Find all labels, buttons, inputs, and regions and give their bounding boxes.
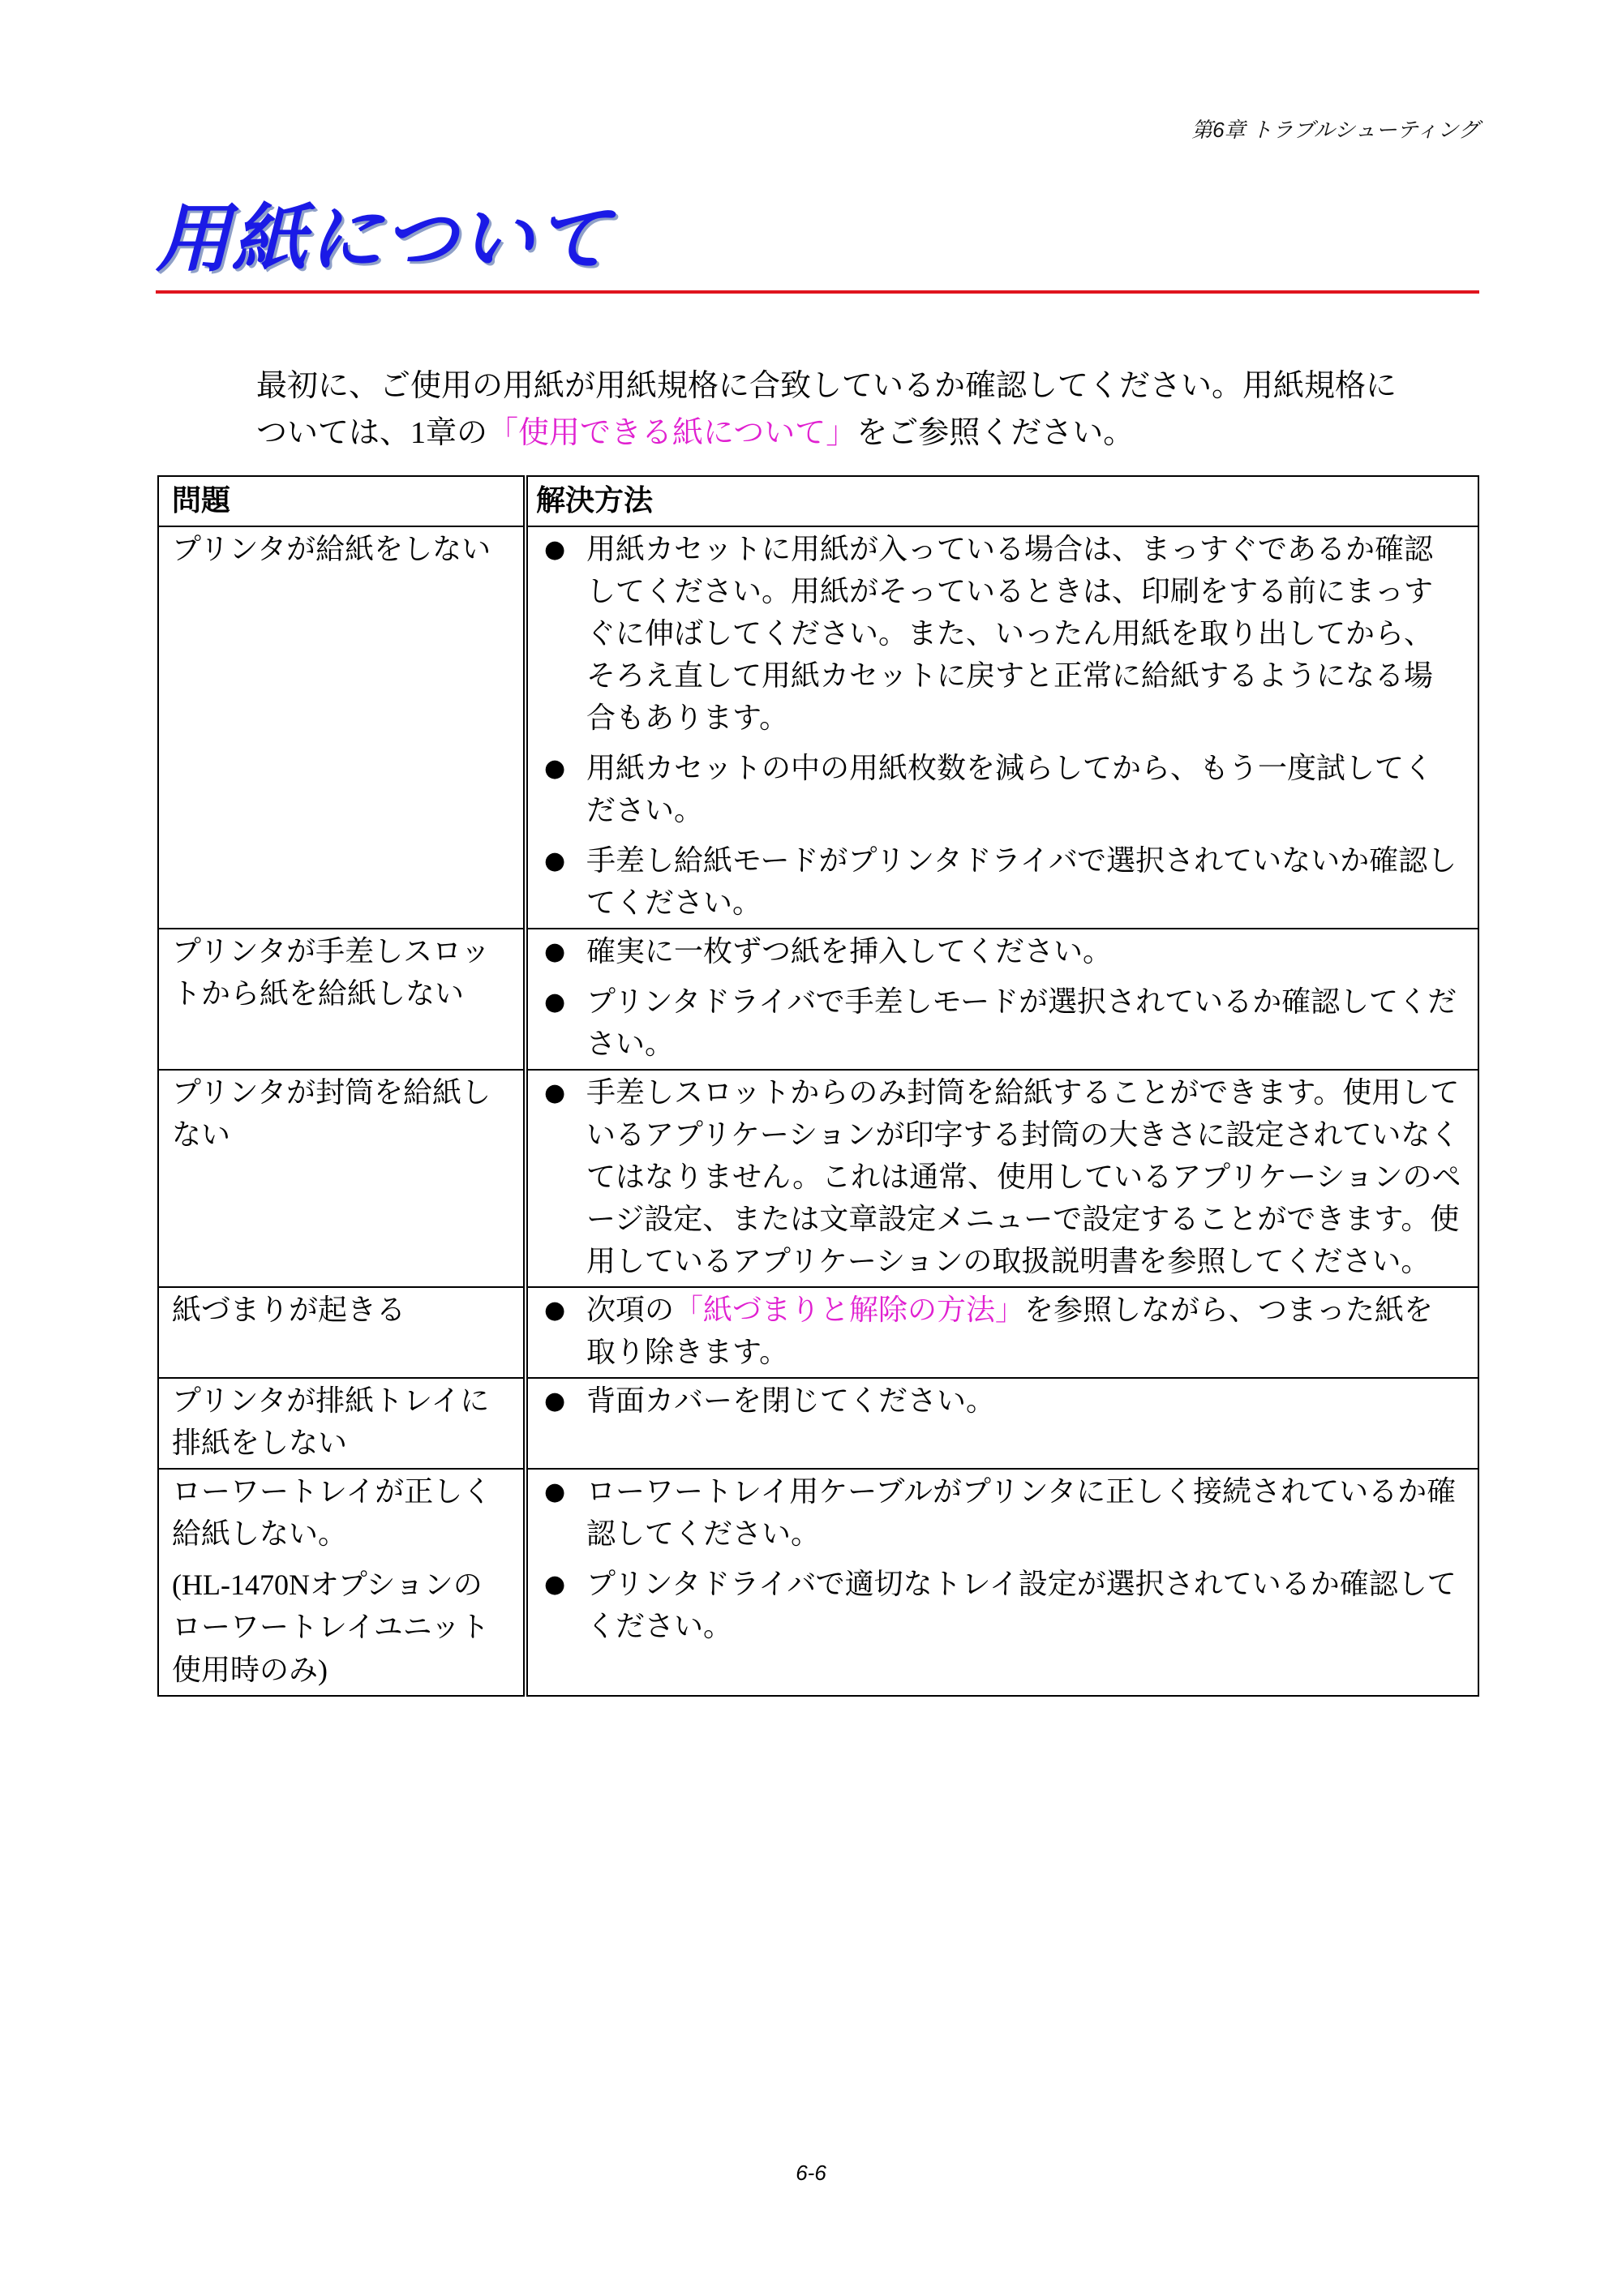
solution-item xyxy=(536,1564,1461,1648)
paper-jam-reference-link[interactable]: 「紙づまりと解除の方法」 xyxy=(674,1294,1025,1327)
bullet-icon: ● xyxy=(544,1079,566,1107)
bullet-icon: ● xyxy=(544,847,566,875)
solution-text: 手差し給紙モードがプリンタドライバで選択されていないか確認してください。 xyxy=(586,844,1457,920)
solution-text: ローワートレイ用ケーブルがプリンタに正しく接続されているか確認してください。 xyxy=(586,1475,1457,1551)
intro-line-2-mid: 章の xyxy=(426,414,488,450)
table-row xyxy=(158,1287,1478,1378)
solution-list xyxy=(536,1471,1461,1648)
table-row xyxy=(158,1070,1478,1287)
solution-item xyxy=(536,748,1461,832)
bullet-icon: ● xyxy=(544,1387,566,1415)
column-header-problem: 問題 xyxy=(158,476,526,526)
problem-note-close: ) xyxy=(318,1654,328,1686)
solution-list xyxy=(536,1380,1461,1423)
solution-cell xyxy=(526,929,1478,1070)
solution-cell xyxy=(526,1378,1478,1469)
chapter-header: 第6章 トラブルシューティング xyxy=(1191,118,1479,142)
solution-list xyxy=(536,529,1461,925)
solution-item xyxy=(536,840,1461,925)
solution-item xyxy=(536,1072,1461,1283)
table-row xyxy=(158,1469,1478,1696)
problem-cell: 紙づまりが起きる xyxy=(158,1287,526,1378)
bullet-icon: ● xyxy=(544,1296,566,1324)
problem-cell: プリンタが排紙トレイに排紙をしない xyxy=(158,1378,526,1469)
troubleshooting-table xyxy=(157,475,1479,1697)
solution-text: 用紙カセットに用紙が入っている場合は、まっすぐであるか確認してください。用紙がそっているときは、印刷をする前にまっすぐに伸ばしてください。また、いったん用紙を取り出してから、そろえ直して用紙カセットに戻すと正常に給紙するようになる場合もあります。 xyxy=(586,533,1434,735)
problem-note-text: オプションのローワートレイユニット使用時のみ xyxy=(172,1569,490,1687)
intro-line-1: 最初に、ご使用の用紙が用紙規格に合致しているか確認してください。用紙規格に xyxy=(256,367,1397,403)
column-header-solution: 解決方法 xyxy=(526,476,1478,526)
table-row xyxy=(158,1378,1478,1469)
solution-item xyxy=(536,1290,1461,1374)
solution-list xyxy=(536,931,1461,1066)
table-header-row xyxy=(158,476,1478,526)
table-row xyxy=(158,526,1478,929)
solution-text: 手差しスロットからのみ封筒を給紙することができます。使用しているアプリケーションが印字する封筒の大きさに設定されていなくてはなりません。これは通常、使用しているアプリケーションのページ設定、または文章設定メニューで設定することができます。使用しているアプリケーションの取扱説明書を参照してください。 xyxy=(586,1076,1461,1278)
solution-item xyxy=(536,981,1461,1066)
solution-list xyxy=(536,1290,1461,1374)
intro-paragraph xyxy=(256,362,1481,457)
title-underline xyxy=(156,290,1479,294)
solution-cell xyxy=(526,1287,1478,1378)
bullet-icon: ● xyxy=(544,988,566,1016)
problem-note-model: (HL-1470N xyxy=(172,1569,310,1601)
problem-note xyxy=(172,1564,510,1692)
problem-cell: プリンタが手差しスロットから紙を給紙しない xyxy=(158,929,526,1070)
page-number: 6-6 xyxy=(796,2161,826,2185)
solution-cell xyxy=(526,1070,1478,1287)
solution-item xyxy=(536,529,1461,740)
solution-cell xyxy=(526,1469,1478,1696)
solution-cell xyxy=(526,526,1478,929)
solution-list xyxy=(536,1072,1461,1283)
solution-item xyxy=(536,1471,1461,1556)
bullet-icon: ● xyxy=(544,1478,566,1506)
solution-text: プリンタドライバで手差しモードが選択されているか確認してください。 xyxy=(586,985,1457,1061)
bullet-icon: ● xyxy=(544,754,566,783)
intro-reference-link[interactable]: 「使用できる紙について」 xyxy=(487,414,857,450)
bullet-icon: ● xyxy=(544,535,566,564)
solution-text: プリンタドライバで適切なトレイ設定が選択されているか確認してください。 xyxy=(586,1568,1457,1643)
solution-item xyxy=(536,931,1461,973)
problem-cell xyxy=(158,1469,526,1696)
table-row xyxy=(158,929,1478,1070)
solution-item xyxy=(536,1380,1461,1423)
intro-chapter-number: 1 xyxy=(410,416,427,450)
intro-line-2-pre: ついては、 xyxy=(256,414,411,450)
solution-text: 用紙カセットの中の用紙枚数を減らしてから、もう一度試してください。 xyxy=(586,752,1434,827)
solution-text: 次項の xyxy=(586,1294,675,1327)
problem-cell: プリンタが封筒を給紙しない xyxy=(158,1070,526,1287)
solution-text: 確実に一枚ずつ紙を挿入してください。 xyxy=(586,935,1113,968)
bullet-icon: ● xyxy=(544,1570,566,1599)
problem-text: ローワートレイが正しく給紙しない。 xyxy=(172,1475,492,1551)
problem-cell: プリンタが給紙をしない xyxy=(158,526,526,929)
solution-text: 背面カバーを閉じてください。 xyxy=(586,1384,996,1418)
solution-text: を参照しながら、つまった紙を取り除きます。 xyxy=(586,1294,1434,1369)
intro-line-2-post: をご参照ください。 xyxy=(856,414,1135,450)
bullet-icon: ● xyxy=(544,938,566,966)
page-title: 用紙について xyxy=(156,195,612,282)
